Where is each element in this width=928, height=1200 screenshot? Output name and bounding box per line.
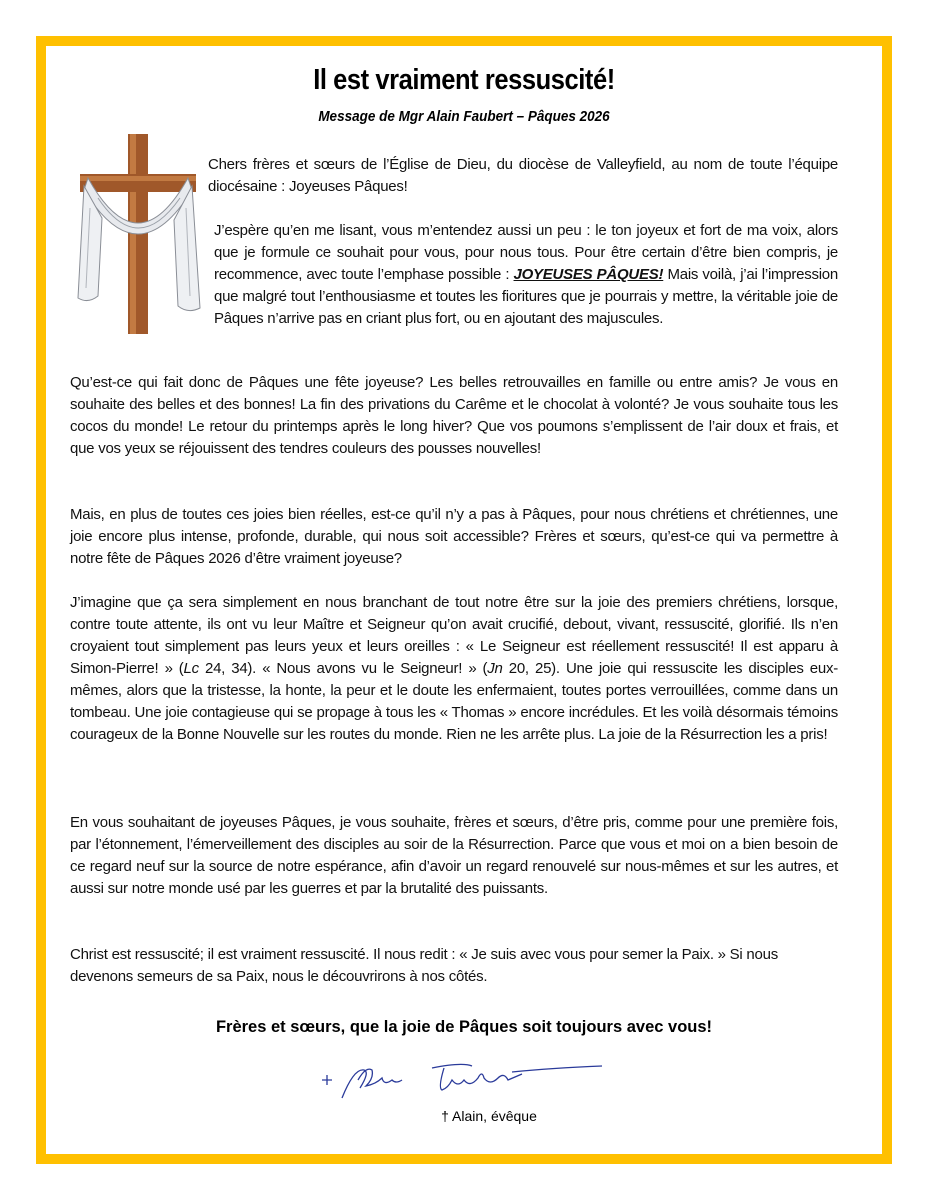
scripture-ref-john: Jn — [487, 660, 503, 677]
paragraph-greeting: Chers frères et sœurs de l’Église de Dieu, du diocèse de Valleyfield, au nom de toute l’équipe diocésaine : Joyeuses Pâques! — [208, 156, 838, 195]
signature-name: † Alain, évêque — [441, 1108, 537, 1124]
paragraph-intro-text-a: J’espère qu’en me lisant, vous m’entendez aussi un peu : le ton joyeux et fort de ma voix, alors que je formule ce souhait pour vous, pour nous tous. Pour être certain d’être bien compris, je recommence, avec toute l’emphase possible : — [214, 222, 838, 283]
paragraph-first-christians — [70, 592, 838, 746]
paragraph-wish: En vous souhaitant de joyeuses Pâques, je vous souhaite, frères et sœurs, d’être pris, comme pour une première fois, par l’étonnement, l’émerveillement des disciples au soir de la Résurrection. Parce que vous et moi on a bien besoin de ce regard neuf sur la source de notre espérance, afin d’avoir un regard renouvelé sur nous-mêmes et sur les autres, et aussi sur notre monde usé par les guerres et par la brutalité des puissants. — [70, 814, 838, 897]
page-title: Il est vraiment ressuscité! — [313, 64, 615, 96]
paragraph-question: Mais, en plus de toutes ces joies bien réelles, est-ce qu’il n’y a pas à Pâques, pour nous chrétiens et chrétiennes, une joie encore plus intense, profonde, durable, qui nous soit accessible? Frères et sœurs, qu’est-ce qui va permettre à notre fête de Pâques 2026 d’être vraiment joyeuse? — [70, 506, 838, 567]
closing-line: Frères et sœurs, que la joie de Pâques soit toujours avec vous! — [215, 1018, 713, 1036]
cross-with-shroud-icon — [68, 128, 208, 338]
page-subtitle: Message de Mgr Alain Faubert – Pâques 2026 — [318, 108, 610, 125]
letter-frame — [36, 36, 892, 1164]
scripture-ref-luke: Lc — [183, 660, 199, 677]
paragraph-peace: Christ est ressuscité; il est vraiment ressuscité. Il nous redit : « Je suis avec vous pour semer la Paix. » Si nous devenons semeurs de sa Paix, nous le découvrirons à nos côtés. — [70, 946, 778, 985]
paragraph-intro-text-b: Mais voilà, j’ai l’impression que malgré tout l’enthousiasme et toutes les fioritures que je pourrais y mettre, la véritable joie de Pâques n’arrive pas en criant plus fort, ou en ajoutant des majuscules. — [214, 266, 838, 327]
emphasis-joyeuses-paques: JOYEUSES PÂQUES! — [513, 266, 664, 283]
paragraph-text-ref: 24, 34). « Nous avons vu le Seigneur! » ( — [198, 660, 488, 677]
paragraph-text-a: J’imagine que ça sera simplement en nous branchant de tout notre être sur la joie des premiers chrétiens, lorsque, contre toute attente, ils ont vu leur Maître et Seigneur qu’on avait crucifié, debout, vivant, ressuscité, glorifié. Ils n’en croyaient tout simplement pas leurs yeux et leurs oreilles : « Le Seigneur est réellement ressuscité! Il est apparu à Simon-Pierre! » ( — [70, 594, 838, 677]
paragraph-intro — [214, 220, 838, 330]
paragraph-joys: Qu’est-ce qui fait donc de Pâques une fête joyeuse? Les belles retrouvailles en famille ou entre amis? Je vous en souhaite des belles et des bonnes! La fin des privations du Carême et le chocolat à volonté? Je vous souhaite tous les cocos du monde! Le retour du printemps après le long hiver? Que vos poumons s’emplissent de l’air doux et frais, et que vos yeux se réjouissent des tendres couleurs des pousses nouvelles! — [70, 374, 838, 457]
paragraph-text-b: 20, 25). Une joie qui ressuscite les disciples eux-mêmes, alors que la tristesse, la honte, la peur et le doute les enfermaient, toutes portes verrouillées, comme dans un tombeau. Une joie contagieuse qui se propage à tous les « Thomas » encore incrédules. Et les voilà désormais témoins courageux de la Bonne Nouvelle sur les routes du monde. Rien ne les arrête plus. La joie de la Résurrection les a pris! — [70, 660, 838, 743]
